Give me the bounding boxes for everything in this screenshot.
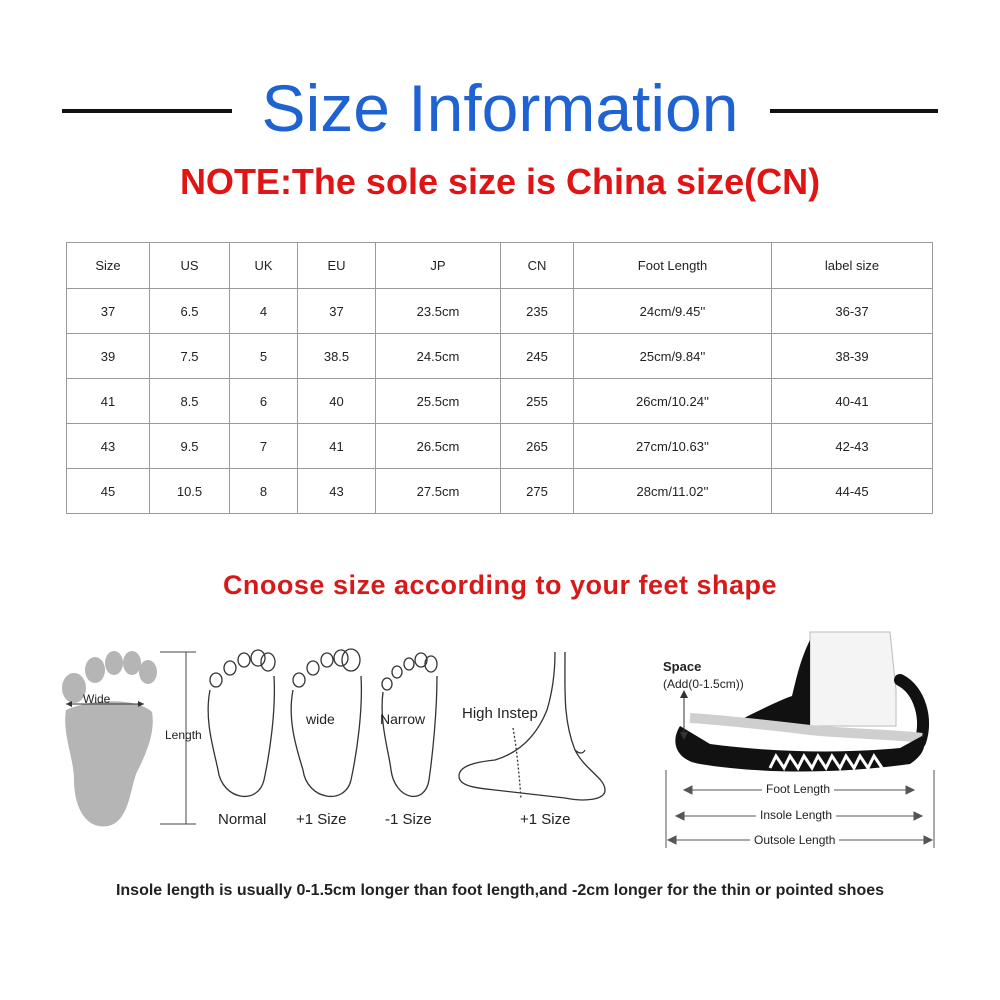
table-cell: 9.5 [150, 424, 230, 469]
table-cell: 41 [67, 379, 150, 424]
table-cell: 275 [501, 469, 574, 514]
table-header-row [67, 243, 933, 289]
normal-foot-icon [200, 640, 282, 810]
table-cell: 245 [501, 334, 574, 379]
column-header: Foot Length [574, 243, 772, 289]
column-header: EU [298, 243, 376, 289]
table-cell: 37 [298, 289, 376, 334]
insole-length-label: Insole Length [756, 808, 836, 822]
table-cell: 39 [67, 334, 150, 379]
table-cell: 255 [501, 379, 574, 424]
page-title: Size Information [261, 71, 739, 145]
size-table [66, 242, 933, 514]
column-header: label size [772, 243, 933, 289]
feet-guide-title: Cnoose size according to your feet shape [222, 570, 778, 600]
table-cell: 8 [230, 469, 298, 514]
table-cell: 4 [230, 289, 298, 334]
table-cell: 235 [501, 289, 574, 334]
table-cell: 27cm/10.63'' [574, 424, 772, 469]
normal-foot-label: Normal [218, 811, 267, 828]
table-cell: 8.5 [150, 379, 230, 424]
table-cell: 24.5cm [376, 334, 501, 379]
outsole-length-label: Outsole Length [750, 833, 839, 847]
table-cell: 43 [67, 424, 150, 469]
high-instep-label: High Instep [462, 705, 538, 722]
table-row [67, 424, 933, 469]
space-label: Space [663, 659, 702, 674]
table-row [67, 289, 933, 334]
wide-foot-caption: +1 Size [296, 811, 347, 828]
table-cell: 40 [298, 379, 376, 424]
column-header: UK [230, 243, 298, 289]
length-label: Length [165, 728, 202, 742]
table-cell: 38-39 [772, 334, 933, 379]
footprint-icon [52, 646, 162, 831]
table-cell: 25cm/9.84'' [574, 334, 772, 379]
narrow-foot-caption: -1 Size [385, 811, 432, 828]
shoe-cross-section-icon [660, 630, 940, 790]
table-cell: 10.5 [150, 469, 230, 514]
table-cell: 38.5 [298, 334, 376, 379]
table-cell: 23.5cm [376, 289, 501, 334]
table-row [67, 379, 933, 424]
table-cell: 28cm/11.02'' [574, 469, 772, 514]
size-note: NOTE:The sole size is China size(CN) [179, 161, 821, 202]
space-value: (Add(0-1.5cm)) [663, 677, 744, 691]
table-cell: 41 [298, 424, 376, 469]
table-cell: 5 [230, 334, 298, 379]
table-cell: 24cm/9.45'' [574, 289, 772, 334]
table-cell: 36-37 [772, 289, 933, 334]
high-instep-foot-icon [455, 650, 615, 810]
column-header: JP [376, 243, 501, 289]
table-cell: 42-43 [772, 424, 933, 469]
column-header: CN [501, 243, 574, 289]
foot-length-label: Foot Length [762, 782, 834, 796]
table-row [67, 334, 933, 379]
table-cell: 40-41 [772, 379, 933, 424]
wide-foot-label: wide [306, 711, 335, 727]
table-cell: 26.5cm [376, 424, 501, 469]
table-cell: 6.5 [150, 289, 230, 334]
wide-measure-label: Wide [83, 692, 111, 706]
table-cell: 27.5cm [376, 469, 501, 514]
table-cell: 43 [298, 469, 376, 514]
table-cell: 26cm/10.24'' [574, 379, 772, 424]
table-cell: 7 [230, 424, 298, 469]
table-cell: 37 [67, 289, 150, 334]
insole-footnote: Insole length is usually 0-1.5cm longer than foot length,and -2cm longer for the thin or pointed shoes [115, 882, 885, 899]
table-cell: 44-45 [772, 469, 933, 514]
table-cell: 265 [501, 424, 574, 469]
narrow-foot-label: Narrow [380, 711, 426, 727]
table-cell: 6 [230, 379, 298, 424]
table-row [67, 469, 933, 514]
table-cell: 7.5 [150, 334, 230, 379]
table-cell: 45 [67, 469, 150, 514]
table-cell: 25.5cm [376, 379, 501, 424]
high-instep-caption: +1 Size [520, 811, 571, 828]
column-header: US [150, 243, 230, 289]
column-header: Size [67, 243, 150, 289]
